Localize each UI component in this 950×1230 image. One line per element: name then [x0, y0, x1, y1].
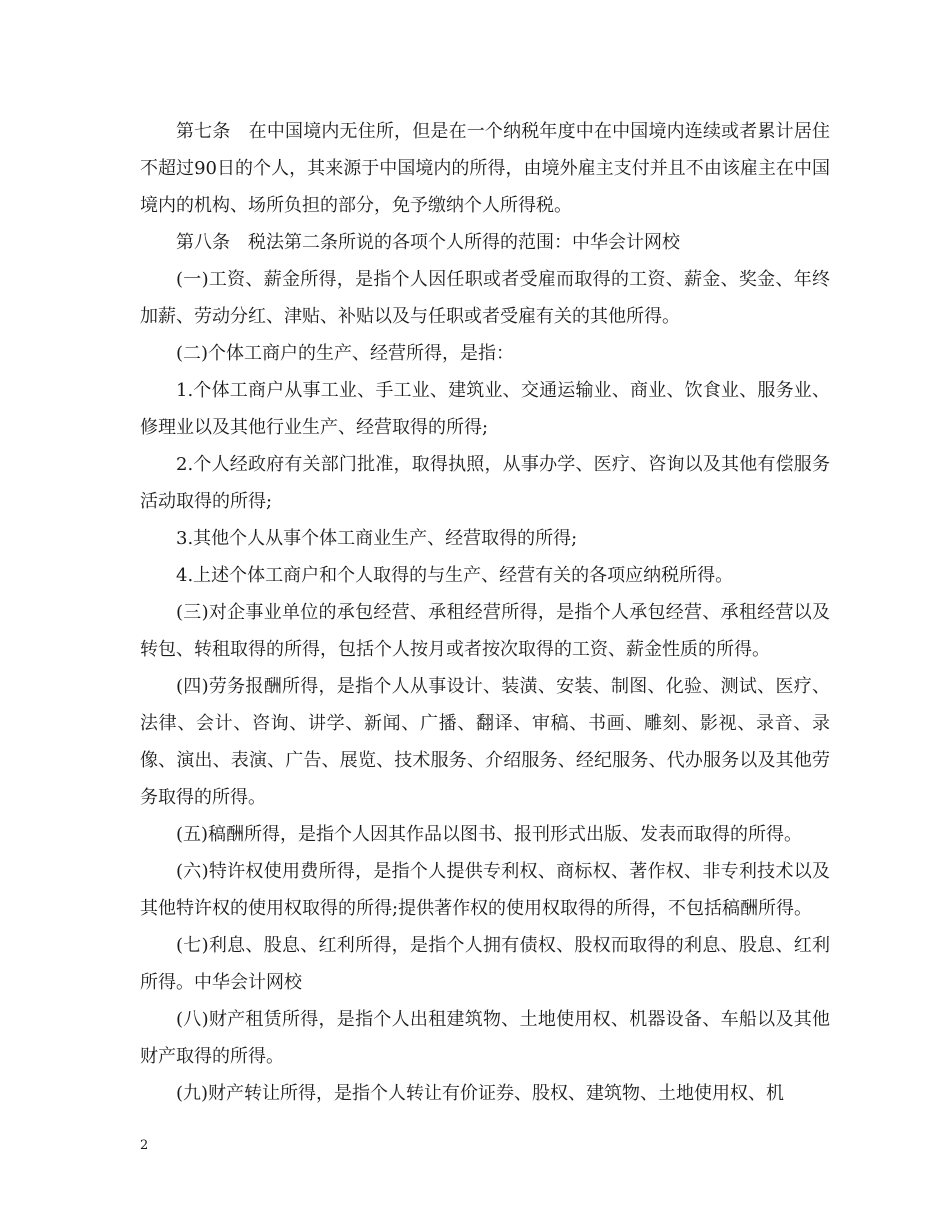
paragraph-item-7: (七)利息、股息、红利所得，是指个人拥有债权、股权而取得的利息、股息、红利所得。中华会计网校	[140, 935, 830, 993]
paragraph-article-7: 第七条 在中国境内无住所，但是在一个纳税年度中在中国境内连续或者累计居住不超过90日的个人，其来源于中国境内的所得，由境外雇主支付并且不由该雇主在中国境内的机构、场所负担的部分，免予缴纳个人所得税。	[140, 121, 830, 216]
page-number: 2	[140, 1138, 149, 1153]
paragraph-item-8: (八)财产租赁所得，是指个人出租建筑物、土地使用权、机器设备、车船以及其他财产取得的所得。	[140, 1009, 830, 1067]
paragraph-item-2-2: 2.个人经政府有关部门批准，取得执照，从事办学、医疗、咨询以及其他有偿服务活动取得的所得;	[140, 454, 830, 512]
document-body	[140, 113, 830, 1112]
paragraph-item-6: (六)特许权使用费所得，是指个人提供专利权、商标权、著作权、非专利技术以及其他特许权的使用权取得的所得;提供著作权的使用权取得的所得，不包括稿酬所得。	[140, 861, 830, 919]
paragraph-item-2-1: 1.个体工商户从事工业、手工业、建筑业、交通运输业、商业、饮食业、服务业、修理业以及其他行业生产、经营取得的所得;	[140, 380, 830, 438]
paragraph-item-5: (五)稿酬所得，是指个人因其作品以图书、报刊形式出版、发表而取得的所得。	[176, 824, 803, 845]
paragraph-item-2: (二)个体工商户的生产、经营所得，是指：	[176, 343, 515, 364]
paragraph-item-3: (三)对企事业单位的承包经营、承租经营所得，是指个人承包经营、承租经营以及转包、转租取得的所得，包括个人按月或者按次取得的工资、薪金性质的所得。	[140, 602, 830, 660]
paragraph-article-8: 第八条 税法第二条所说的各项个人所得的范围：中华会计网校	[176, 232, 680, 253]
paragraph-item-2-4: 4.上述个体工商户和个人取得的与生产、经营有关的各项应纳税所得。	[176, 565, 734, 586]
paragraph-item-9: (九)财产转让所得，是指个人转让有价证券、股权、建筑物、土地使用权、机	[176, 1083, 785, 1104]
paragraph-item-4: (四)劳务报酬所得，是指个人从事设计、装潢、安装、制图、化验、测试、医疗、法律、会计、咨询、讲学、新闻、广播、翻译、审稿、书画、雕刻、影视、录音、录像、演出、表演、广告、展览、技术服务、介绍服务、经纪服务、代办服务以及其他劳务取得的所得。	[140, 676, 830, 808]
paragraph-item-2-3: 3.其他个人从事个体工商业生产、经营取得的所得;	[176, 528, 578, 549]
paragraph-item-1: (一)工资、薪金所得，是指个人因任职或者受雇而取得的工资、薪金、奖金、年终加薪、劳动分红、津贴、补贴以及与任职或者受雇有关的其他所得。	[140, 269, 830, 327]
